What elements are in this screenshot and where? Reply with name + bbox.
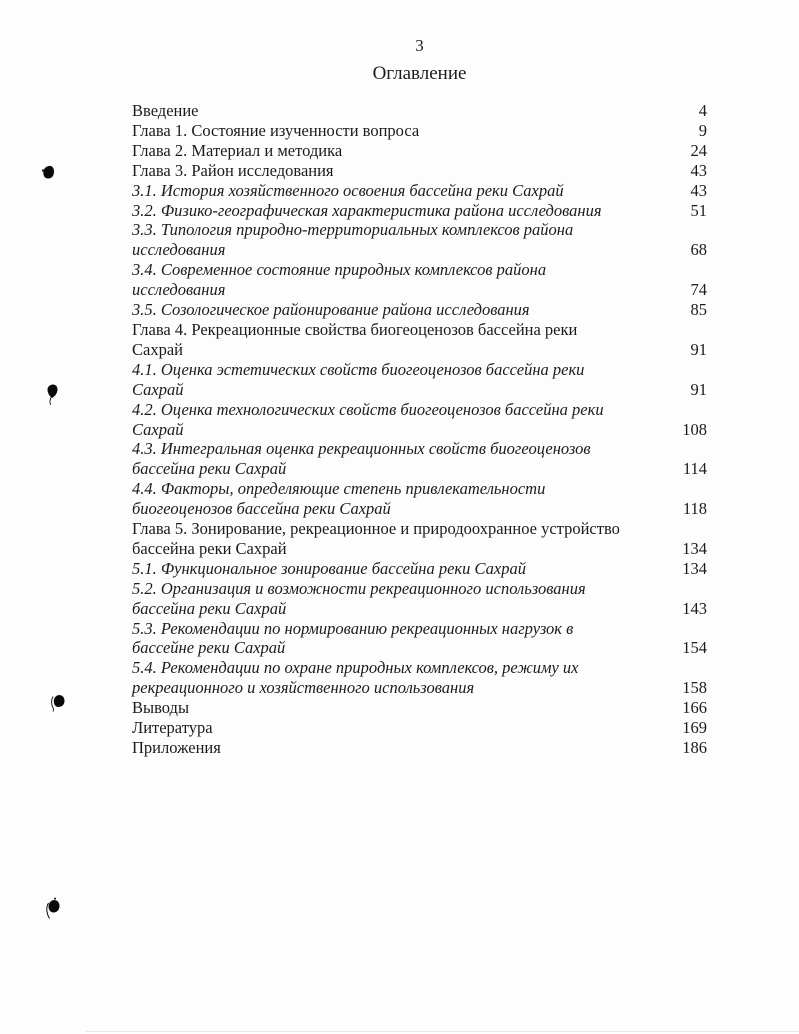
toc-entry-title: 4.2. Оценка технологических свойств биогеоценозов бассейна реки: [132, 399, 604, 419]
toc-entry: [132, 718, 707, 738]
toc-entry: [132, 201, 707, 221]
toc-entry-title: рекреационного и хозяйственного использования: [132, 678, 475, 698]
toc-entry: [132, 300, 707, 320]
toc-entry-page-number: 85: [690, 300, 707, 320]
toc-entry-page-number: 91: [690, 379, 707, 399]
ink-blot-artifact: [46, 384, 60, 411]
toc-entry-title: 3.1. История хозяйственного освоения бассейна реки Сахрай: [132, 180, 564, 200]
toc-entry: [132, 579, 707, 619]
toc-line: [132, 201, 707, 221]
toc-line: [132, 101, 707, 121]
toc-line: [132, 260, 707, 280]
toc-entry-title: Приложения: [132, 738, 221, 757]
toc-line: [132, 599, 707, 619]
toc-entry-page-number: 108: [682, 419, 707, 439]
toc-line: [132, 320, 707, 340]
toc-entry-title: бассейна реки Сахрай: [132, 538, 287, 558]
toc-entry-page-number: 74: [690, 280, 707, 300]
toc-line: [132, 738, 707, 758]
toc-entry-title: 5.3. Рекомендации по нормированию рекреационных нагрузок в: [132, 618, 574, 638]
toc-entry-title: Сахрай: [132, 419, 184, 439]
toc-entry-title: Глава 5. Зонирование, рекреационное и природоохранное устройство: [132, 519, 620, 539]
toc-line: [132, 638, 707, 658]
toc-entry-title: Глава 3. Район исследования: [132, 160, 334, 180]
scan-edge-artifact: [86, 1031, 799, 1032]
toc-entry-page-number: 158: [682, 678, 707, 698]
toc-entry: [132, 161, 707, 181]
toc-entry-page-number: 24: [690, 140, 707, 160]
toc-entry-page-number: 154: [682, 638, 707, 658]
toc-entry: [132, 619, 707, 659]
toc-entry: [132, 360, 707, 400]
toc-entry-title: бассейна реки Сахрай: [132, 459, 287, 479]
toc-entry-page-number: 43: [690, 180, 707, 200]
toc-line: [132, 519, 707, 539]
toc-line: [132, 559, 707, 579]
toc-line: [132, 280, 707, 300]
toc-entry-page-number: 134: [682, 558, 707, 578]
toc-entry-title: 5.2. Организация и возможности рекреационного использования: [132, 578, 586, 598]
toc-line: [132, 439, 707, 459]
toc-entry: [132, 519, 707, 559]
toc-line: [132, 220, 707, 240]
toc-line: [132, 340, 707, 360]
toc-entry-title: Выводы: [132, 698, 190, 718]
toc-line: [132, 181, 707, 201]
toc-entry: [132, 141, 707, 161]
toc-entry-title: 3.3. Типология природно-территориальных комплексов района: [132, 220, 574, 240]
toc-entry-title: 4.1. Оценка эстетических свойств биогеоценозов бассейна реки: [132, 359, 585, 379]
toc-line: [132, 619, 707, 639]
toc-entry: [132, 400, 707, 440]
toc-entry: [132, 479, 707, 519]
toc-entry-title: 5.1. Функциональное зонирование бассейна реки Сахрай: [132, 558, 526, 578]
toc-entry-title: Литература: [132, 718, 213, 738]
toc-entry: [132, 320, 707, 360]
toc-entry-page-number: 186: [682, 738, 707, 757]
toc-line: [132, 380, 707, 400]
toc-entry-page-number: 43: [690, 160, 707, 180]
toc-line: [132, 718, 707, 738]
toc-entry-page-number: 114: [682, 459, 707, 479]
toc-entry-title: Сахрай: [132, 379, 184, 399]
toc-line: [132, 539, 707, 559]
toc-list: [132, 101, 707, 758]
toc-entry-title: 3.5. Созологическое районирование района исследования: [132, 300, 530, 320]
toc-line: [132, 360, 707, 380]
toc-line: [132, 400, 707, 420]
toc-line: [132, 698, 707, 718]
toc-entry-title: Глава 1. Состояние изученности вопроса: [132, 120, 420, 140]
toc-line: [132, 141, 707, 161]
toc-entry-title: исследования: [132, 240, 226, 260]
toc-entry: [132, 439, 707, 479]
toc-line: [132, 161, 707, 181]
toc-entry: [132, 260, 707, 300]
toc-entry: [132, 121, 707, 141]
toc-entry: [132, 220, 707, 260]
toc-line: [132, 479, 707, 499]
toc-entry-title: исследования: [132, 280, 226, 300]
toc-entry-page-number: 91: [690, 339, 707, 359]
toc-entry-page-number: 9: [698, 120, 707, 140]
toc-entry-title: бассейна реки Сахрай: [132, 598, 287, 618]
toc-entry: [132, 101, 707, 121]
toc-entry-title: 4.3. Интегральная оценка рекреационных свойств биогеоценозов: [132, 439, 591, 459]
toc-entry-title: бассейне реки Сахрай: [132, 638, 286, 658]
toc-line: [132, 240, 707, 260]
toc-entry-page-number: 134: [682, 538, 707, 558]
toc-line: [132, 121, 707, 141]
toc-entry-page-number: 51: [690, 200, 707, 220]
toc-entry-title: 3.2. Физико-географическая характеристика района исследования: [132, 200, 602, 220]
toc-line: [132, 499, 707, 519]
toc-line: [132, 579, 707, 599]
toc-title: Оглавление: [372, 63, 467, 84]
toc-entry-title: 4.4. Факторы, определяющие степень привлекательности: [132, 479, 546, 499]
toc-entry-title: Сахрай: [132, 339, 183, 359]
toc-entry-title: Введение: [132, 101, 199, 120]
toc-entry-page-number: 143: [682, 598, 707, 618]
toc-entry-page-number: 4: [698, 101, 707, 120]
toc-line: [132, 658, 707, 678]
toc-entry: [132, 658, 707, 698]
toc-entry-page-number: 68: [690, 240, 707, 260]
ink-blot-artifact: [41, 165, 57, 187]
ink-blot-artifact: [44, 897, 62, 928]
toc-entry-page-number: 118: [682, 499, 707, 519]
toc-entry: [132, 559, 707, 579]
toc-entry-title: Глава 2. Материал и методика: [132, 140, 343, 160]
toc-entry-title: Глава 4. Рекреационные свойства биогеоценозов бассейна реки: [132, 319, 578, 339]
toc-line: [132, 300, 707, 320]
toc-entry: [132, 738, 707, 758]
ink-blot-artifact: [50, 694, 66, 719]
toc-entry-page-number: 166: [682, 698, 707, 718]
toc-entry: [132, 698, 707, 718]
toc-entry-page-number: 169: [682, 718, 707, 738]
toc-entry-title: 5.4. Рекомендации по охране природных комплексов, режиму их: [132, 658, 579, 678]
toc-entry-title: 3.4. Современное состояние природных комплексов района: [132, 260, 547, 280]
toc-line: [132, 420, 707, 440]
toc-line: [132, 678, 707, 698]
page-number: 3: [415, 36, 424, 55]
toc-entry: [132, 181, 707, 201]
toc-entry-title: биогеоценозов бассейна реки Сахрай: [132, 499, 391, 519]
toc-line: [132, 459, 707, 479]
